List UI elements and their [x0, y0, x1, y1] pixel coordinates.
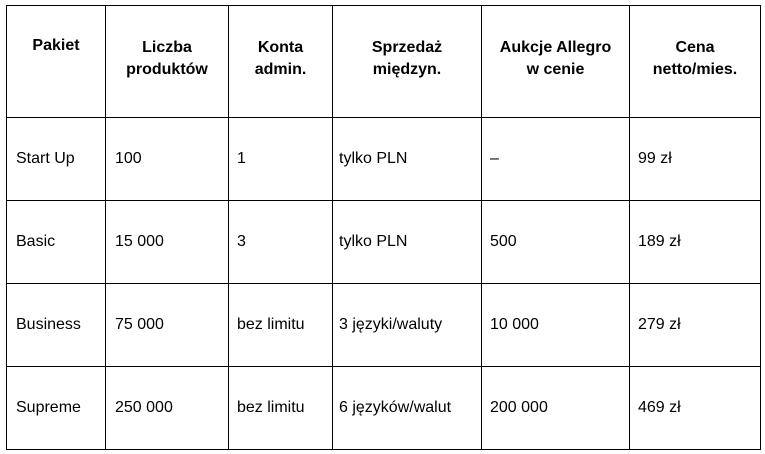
cell-package: Start Up: [7, 118, 106, 201]
cell-net-monthly-price: 99 zł: [630, 118, 761, 201]
cell-product-count: 250 000: [106, 367, 229, 450]
cell-package: Business: [7, 284, 106, 367]
cell-allegro-auctions: –: [482, 118, 630, 201]
cell-net-monthly-price: 189 zł: [630, 201, 761, 284]
cell-international-sales: 6 języków/walut: [333, 367, 482, 450]
table-row: [7, 284, 761, 367]
cell-package: Basic: [7, 201, 106, 284]
cell-admin-accounts: bez limitu: [229, 367, 333, 450]
cell-international-sales: tylko PLN: [333, 118, 482, 201]
header-cell-international-sales: Sprzedaż międzyn.: [333, 6, 482, 118]
header-cell-package: Pakiet: [7, 6, 106, 118]
header-cell-admin-accounts: Konta admin.: [229, 6, 333, 118]
cell-package: Supreme: [7, 367, 106, 450]
table-row: [7, 201, 761, 284]
table-row: [7, 118, 761, 201]
cell-net-monthly-price: 279 zł: [630, 284, 761, 367]
cell-admin-accounts: 3: [229, 201, 333, 284]
cell-product-count: 100: [106, 118, 229, 201]
cell-net-monthly-price: 469 zł: [630, 367, 761, 450]
cell-admin-accounts: 1: [229, 118, 333, 201]
header-row: [7, 6, 761, 118]
cell-product-count: 15 000: [106, 201, 229, 284]
cell-international-sales: tylko PLN: [333, 201, 482, 284]
cell-international-sales: 3 języki/waluty: [333, 284, 482, 367]
pricing-table: [6, 5, 761, 450]
table-row: [7, 367, 761, 450]
header-cell-product-count: Liczba produktów: [106, 6, 229, 118]
header-cell-net-monthly-price: Cena netto/mies.: [630, 6, 761, 118]
cell-allegro-auctions: 10 000: [482, 284, 630, 367]
cell-product-count: 75 000: [106, 284, 229, 367]
header-cell-allegro-auctions: Aukcje Allegro w cenie: [482, 6, 630, 118]
cell-allegro-auctions: 500: [482, 201, 630, 284]
cell-admin-accounts: bez limitu: [229, 284, 333, 367]
cell-allegro-auctions: 200 000: [482, 367, 630, 450]
